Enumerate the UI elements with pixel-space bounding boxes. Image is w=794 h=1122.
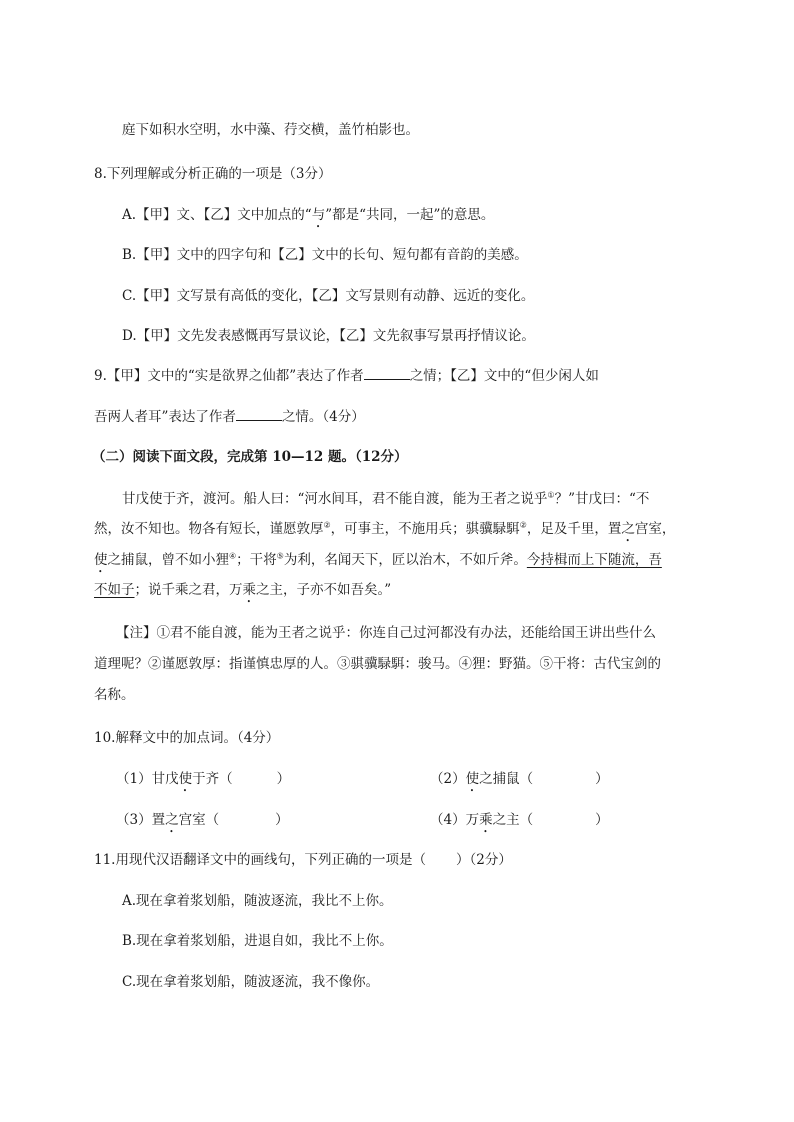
passage-p1 — [122, 490, 649, 508]
text: ？”甘戊曰：“不 — [554, 491, 650, 507]
answer-blank[interactable] — [236, 408, 282, 421]
footnote-mark: ② — [519, 520, 527, 530]
text: 9.【甲】文中的“实是欲界之仙都”表达了作者 — [94, 368, 364, 384]
dotted-char: 乘 — [479, 812, 493, 828]
text: 为利，名闻天下，匠以治木，不如斤斧。 — [283, 552, 527, 568]
text: ；干将 — [236, 552, 277, 568]
text: ；说千乘之君，万 — [134, 582, 243, 598]
dotted-char: 与 — [311, 207, 326, 223]
text: ） — [595, 812, 609, 828]
q8-option-a — [122, 206, 494, 231]
dotted-char: 乘 — [242, 582, 256, 598]
answer-blank[interactable] — [364, 367, 410, 380]
question-8: 8.下列理解或分析正确的一项是（3分） — [94, 166, 332, 182]
text: 之情；【乙】文中的“但少闲人如 — [409, 368, 599, 384]
footnote-mark: ④ — [229, 551, 237, 561]
note-line-3: 名称。 — [94, 687, 135, 703]
text: ，足及千里，置 — [526, 521, 622, 537]
text: 甘戊使于齐，渡河。船人曰：“河水间耳，君不能自渡，能为王者之说乎 — [122, 491, 548, 507]
text: （1）甘戊 — [116, 771, 179, 787]
q10-item-3 — [116, 811, 289, 836]
text: 11.用现代汉语翻译文中的画线句，下列正确的一项是（ — [94, 852, 426, 868]
text: A.【甲】文、【乙】文中加点的“ — [122, 207, 312, 223]
text: ”都是“共同，一起”的意思。 — [325, 207, 495, 223]
passage-p4 — [94, 581, 391, 606]
dotted-char: 使 — [94, 552, 108, 568]
note-line-2: 道理呢？②谨愿敦厚：指谨慎忠厚的人。③骐骥騄駬：骏马。④狸：野猫。⑤干将：古代宝剑的 — [94, 656, 661, 672]
dotted-char: 之 — [165, 812, 179, 828]
text: 之主，子亦不如吾矣。” — [256, 582, 392, 598]
q8-option-c: C.【甲】文写景有高低的变化，【乙】文写景则有动静、远近的变化。 — [122, 288, 535, 304]
footnote-mark: ② — [323, 520, 331, 530]
note-line-1: 【注】①君不能自渡，能为王者之说乎：你连自己过河都没有办法，还能给国王讲出些什么 — [116, 625, 656, 641]
text: 之情。（4分） — [281, 409, 365, 425]
text: 于齐（ — [192, 771, 233, 787]
question-9-line2 — [94, 408, 365, 426]
q8-option-b: B.【甲】文中的四字句和【乙】文中的长句、短句都有音韵的美感。 — [122, 247, 528, 263]
passage-p3 — [94, 551, 662, 576]
section-2-heading: （二）阅读下面文段，完成第 10—12 题。（12分） — [92, 449, 408, 465]
q11-option-b: B.现在拿着浆划船，进退自如，我比不上你。 — [122, 933, 393, 949]
question-11 — [94, 851, 512, 869]
text: 吾两人者耳”表达了作者 — [94, 409, 236, 425]
text: 然，汝不知也。物各有短长，谨愿敦厚 — [94, 521, 324, 537]
text: 宫室， — [634, 521, 676, 537]
text: （4）万 — [430, 812, 480, 828]
footnote-mark: ① — [547, 490, 555, 500]
q10-item-1 — [116, 770, 290, 795]
passage-p2 — [94, 520, 675, 545]
text: ） — [276, 771, 291, 787]
underlined-sentence: 今持楫而上下随流，吾 — [526, 552, 662, 568]
q10-item-2 — [430, 770, 609, 795]
footnote-mark: ⑤ — [276, 551, 284, 561]
text: ） — [595, 771, 609, 787]
dotted-char: 使 — [178, 771, 193, 787]
q11-option-a: A.现在拿着浆划船，随波逐流，我比不上你。 — [122, 893, 393, 909]
text: 之捕鼠（ — [479, 771, 534, 787]
text: （3）置 — [116, 812, 166, 828]
q8-option-d: D.【甲】文先发表感慨再写景议论，【乙】文先叙事写景再抒情议论。 — [122, 328, 535, 344]
text: ） — [275, 812, 289, 828]
passage-line: 庭下如积水空明，水中藻、荇交横，盖竹柏影也。 — [122, 122, 419, 138]
text: 宫室（ — [178, 812, 220, 828]
dotted-char: 使 — [465, 771, 480, 787]
question-10: 10.解释文中的加点词。（4分） — [94, 730, 280, 746]
text: ，可事主，不施用兵；骐骥騄駬 — [330, 521, 520, 537]
text: （2） — [430, 771, 466, 787]
q11-option-c: C.现在拿着浆划船，随波逐流，我不像你。 — [122, 974, 380, 990]
underlined-sentence: 不如子 — [94, 582, 135, 598]
q10-item-4 — [430, 811, 609, 836]
question-9-line1 — [94, 367, 599, 385]
text: ）（2分） — [455, 852, 512, 868]
dotted-char: 之 — [621, 521, 635, 537]
text: 之主（ — [492, 812, 534, 828]
text: 之捕鼠，曾不如小狸 — [107, 552, 229, 568]
